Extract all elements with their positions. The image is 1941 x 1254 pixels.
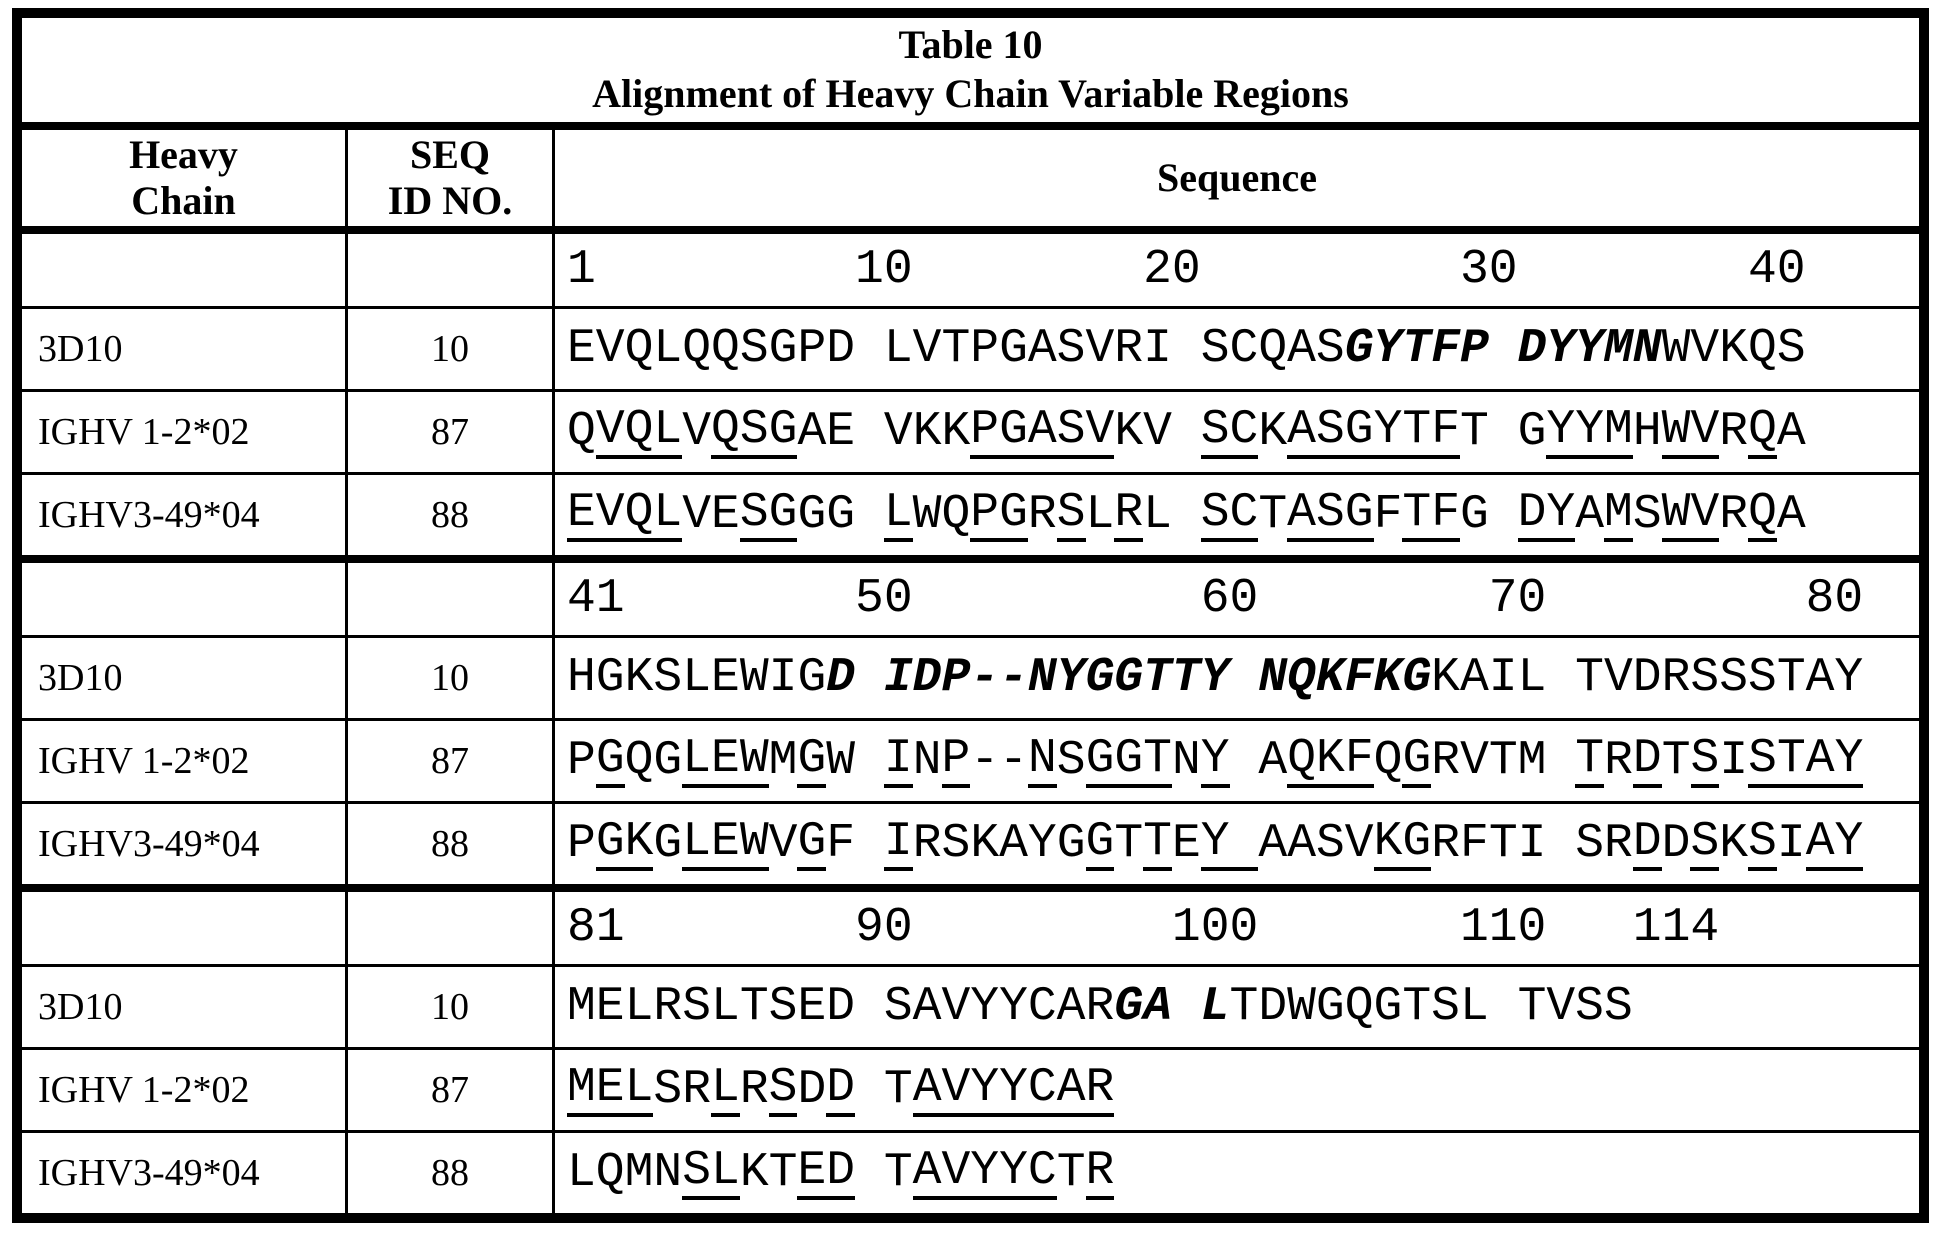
sequence-underlined-segment: WV [1661,485,1720,540]
position-ruler: 41 50 60 70 80 [567,572,1864,626]
sequence-segment: EVQLQQSGPD LVTPGASVRI SCQAS [567,322,1345,376]
sequence-cell [555,1050,1919,1130]
sequence-segment: K [1719,817,1749,871]
sequence-segment: KT [739,1146,798,1200]
sequence-segment: RFTI SR [1431,817,1633,871]
seq-id-cell: 87 [348,721,555,801]
sequence-segment: S [1056,734,1086,788]
sequence-underlined-segment: EVQL [567,485,683,540]
sequence-segment: A [1776,405,1806,459]
sequence-underlined-segment: ASG [1287,485,1374,540]
sequence-cell [555,392,1919,472]
sequence-underlined-segment: Q [1748,402,1777,457]
header-seq-id-line2: ID NO. [387,178,513,223]
alignment-row [22,306,1919,389]
sequence-segment: F [1373,488,1403,542]
sequence-segment: T [1258,488,1288,542]
seq-id-cell: 88 [348,804,555,884]
sequence-underlined-segment: G [1402,731,1432,786]
sequence-segment: WQ [912,488,971,542]
seq-id-cell: 88 [348,1133,555,1213]
sequence-cell [555,309,1919,389]
position-ruler: 81 90 100 110 114 [567,901,1720,955]
sequence-underlined-segment: G [797,731,827,786]
position-ruler-row [22,884,1919,964]
sequence-cdr-segment: D IDP--NYGGTTY NQKFKG [826,651,1432,705]
header-sequence-label: Sequence [1157,155,1317,200]
chain-name-cell: IGHV 1-2*02 [22,1050,348,1130]
sequence-underlined-segment: LEW [682,731,769,786]
seq-id-cell: 87 [348,1050,555,1130]
sequence-segment: T G [1460,405,1547,459]
sequence-segment: MELRSLTSED SAVYYCAR [567,980,1115,1034]
sequence-underlined-segment: D [1632,814,1662,869]
position-ruler: 1 10 20 30 40 [567,243,1806,297]
sequence-segment: I [1719,734,1749,788]
sequence-underlined-segment: DY [1517,485,1576,540]
sequence-segment: G [653,817,683,871]
sequence-segment: V [682,405,712,459]
sequence-underlined-segment: L [883,485,913,540]
table-caption: Alignment of Heavy Chain Variable Regions [592,71,1349,116]
empty-chain-cell [22,234,348,306]
sequence-segment: H [1632,405,1662,459]
sequence-segment: HGKSLEWIG [567,651,827,705]
sequence-underlined-segment: AVYYC [912,1143,1057,1198]
sequence-underlined-segment: GK [595,814,654,869]
sequence-cell [555,475,1919,555]
chain-name-cell: 3D10 [22,638,348,718]
sequence-segment: SR [653,1063,712,1117]
table-number-title: Table 10 [898,22,1043,68]
sequence-segment: T [1114,817,1144,871]
chain-name-cell: IGHV 1-2*02 [22,721,348,801]
sequence-segment: E [1171,817,1201,871]
seq-id-cell: 10 [348,967,555,1047]
sequence-segment: -- [970,734,1028,788]
sequence-underlined-segment: GGT [1085,731,1172,786]
sequence-cdr-segment: GA L [1114,980,1230,1034]
sequence-underlined-segment: L [711,1060,740,1115]
sequence-underlined-segment: S [768,1060,798,1115]
sequence-underlined-segment: VQL [595,402,683,457]
header-seq-id-line1: SEQ [409,132,491,177]
sequence-underlined-segment: KG [1373,814,1432,869]
sequence-segment: R [1604,734,1633,788]
sequence-cell [555,638,1919,718]
empty-seq-id-cell [348,563,555,635]
sequence-segment: T [855,1063,913,1117]
sequence-segment: N [1171,734,1201,788]
sequence-underlined-segment: I [883,731,913,786]
sequence-segment: KAIL TVDRSSSTAY [1431,651,1864,705]
chain-name-cell: IGHV3-49*04 [22,804,348,884]
sequence-segment: F [826,817,884,871]
sequence-segment: Q [567,405,596,459]
alignment-row [22,635,1919,718]
sequence-segment: M [768,734,798,788]
sequence-underlined-segment: Y [1200,814,1259,869]
sequence-segment: R [1719,405,1749,459]
alignment-row [22,1130,1919,1213]
sequence-cell [555,804,1919,884]
sequence-underlined-segment: SC [1200,485,1259,540]
sequence-underlined-segment: AY [1805,814,1864,869]
empty-seq-id-cell [348,892,555,964]
alignment-row [22,964,1919,1047]
sequence-segment: L [1143,488,1201,542]
sequence-underlined-segment: QSG [711,402,798,457]
seq-id-cell: 87 [348,392,555,472]
sequence-underlined-segment: SG [739,485,798,540]
sequence-segment: T [855,1146,913,1200]
sequence-underlined-segment: SC [1200,402,1259,457]
sequence-segment: KV [1114,405,1201,459]
alignment-row [22,1047,1919,1130]
sequence-segment: WVKQS [1661,322,1806,376]
sequence-segment: R [739,1063,769,1117]
sequence-underlined-segment: PG [970,485,1028,540]
sequence-segment: T [1661,734,1691,788]
sequence-segment: V [768,817,798,871]
sequence-underlined-segment: STAY [1748,731,1864,786]
chain-name-cell: IGHV3-49*04 [22,475,348,555]
sequence-underlined-segment: MEL [567,1060,654,1115]
alignment-row [22,718,1919,801]
sequence-cdr-segment: GYTFP DYYMN [1344,322,1662,376]
sequence-segment: LQMN [567,1146,683,1200]
sequence-underlined-segment: M [1604,485,1633,540]
sequence-segment: AE VKK [797,405,971,459]
sequence-segment: GG [797,488,884,542]
sequence-underlined-segment: T [1575,731,1605,786]
alignment-row [22,472,1919,555]
sequence-segment: K [1258,405,1288,459]
header-seq-id [348,130,555,226]
sequence-underlined-segment: TF [1402,485,1461,540]
sequence-segment: G [1460,488,1518,542]
empty-chain-cell [22,563,348,635]
sequence-segment: W [826,734,884,788]
position-ruler-row [22,555,1919,635]
chain-name-cell: 3D10 [22,309,348,389]
seq-id-cell: 10 [348,638,555,718]
sequence-underlined-segment: S [1690,814,1720,869]
sequence-segment: A [1776,488,1806,542]
sequence-underlined-segment: T [1143,814,1172,869]
sequence-underlined-segment: G [595,731,625,786]
header-heavy-chain [22,130,348,226]
sequence-underlined-segment: S [1056,485,1086,540]
table-header-row [22,122,1919,226]
sequence-segment: AASV [1258,817,1374,871]
sequence-underlined-segment: SL [682,1143,740,1198]
sequence-underlined-segment: LEW [682,814,769,869]
sequence-cell [555,967,1919,1047]
chain-name-cell: IGHV3-49*04 [22,1133,348,1213]
sequence-segment: TDWGQGTSL TVSS [1229,980,1633,1034]
alignment-row [22,389,1919,472]
sequence-underlined-segment: S [1690,731,1720,786]
sequence-underlined-segment: ED [797,1143,856,1198]
sequence-segment: T [1056,1146,1086,1200]
sequence-underlined-segment: R [1085,1143,1115,1198]
sequence-segment: R [1027,488,1057,542]
sequence-underlined-segment: Q [1748,485,1777,540]
sequence-segment: A [1229,734,1288,788]
sequence-underlined-segment: I [883,814,913,869]
sequence-underlined-segment: AVYYCAR [912,1060,1115,1115]
sequence-underlined-segment: G [797,814,827,869]
alignment-row [22,801,1919,884]
chain-name-cell: 3D10 [22,967,348,1047]
header-sequence [555,130,1919,226]
sequence-underlined-segment: WV [1661,402,1720,457]
sequence-underlined-segment: P [941,731,971,786]
sequence-underlined-segment: ASGYTF [1287,402,1460,457]
sequence-segment: RSKAYG [912,817,1086,871]
sequence-underlined-segment: R [1114,485,1144,540]
header-heavy-chain-line1: Heavy [129,132,238,177]
sequence-segment: P [567,734,596,788]
empty-chain-cell [22,892,348,964]
seq-id-cell: 88 [348,475,555,555]
sequence-segment: QG [624,734,683,788]
position-ruler-row [22,226,1919,306]
header-heavy-chain-line2: Chain [131,178,236,223]
sequence-underlined-segment: S [1748,814,1777,869]
sequence-segment: R [1719,488,1749,542]
sequence-cell [555,721,1919,801]
sequence-segment: I [1776,817,1806,871]
empty-seq-id-cell [348,234,555,306]
sequence-underlined-segment: QKF [1287,731,1374,786]
sequence-underlined-segment: Y [1200,731,1230,786]
sequence-segment: D [797,1063,827,1117]
sequence-underlined-segment: D [1632,731,1662,786]
sequence-segment: L [1085,488,1115,542]
sequence-underlined-segment: YYM [1546,402,1633,457]
sequence-underlined-segment: PGASV [970,402,1115,457]
sequence-segment: P [567,817,596,871]
sequence-segment: N [912,734,942,788]
sequence-segment: S [1632,488,1662,542]
sequence-segment: Q [1373,734,1403,788]
seq-id-cell: 10 [348,309,555,389]
table-blocks [22,226,1919,1213]
sequence-underlined-segment: N [1027,731,1057,786]
sequence-segment: RVTM [1431,734,1576,788]
table-title-row [22,18,1919,122]
sequence-segment: VE [682,488,740,542]
sequence-segment: A [1575,488,1605,542]
sequence-underlined-segment: D [826,1060,856,1115]
alignment-table [12,8,1929,1223]
sequence-underlined-segment: G [1085,814,1115,869]
chain-name-cell: IGHV 1-2*02 [22,392,348,472]
sequence-segment: D [1661,817,1691,871]
sequence-cell [555,1133,1919,1213]
